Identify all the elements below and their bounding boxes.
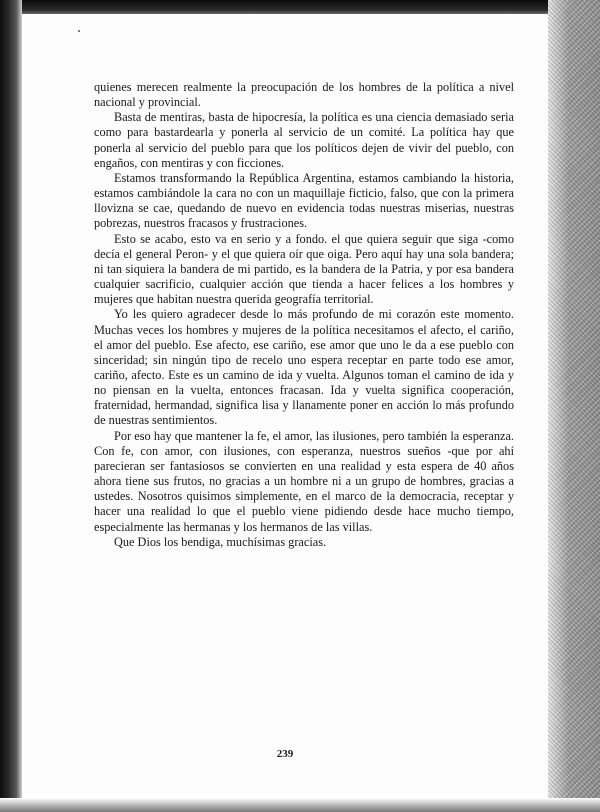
body-text (94, 80, 514, 550)
paragraph-5: Yo les quiero agradecer desde lo más profundo de mi corazón este momento. Muchas veces los hombres y mujeres de la política necesitamos el afecto, el cariño, el amor del pueblo. Ese afecto, ese cariño, ese amor que uno le da a ese pueblo con sinceridad; sin ningún tipo de recelo uno espera receptar en parte todo ese amor, cariño, afecto. Este es un camino de ida y vuelta. Algunos toman el camino de ida y no piensan en la vuelta, entonces fracasan. Ida y vuelta significa cooperación, fraternidad, hermandad, significa lisa y llanamente poner en acción lo más profundo de nuestras sentimientos. (94, 307, 514, 428)
paragraph-7: Que Dios los bendiga, muchísimas gracias. (114, 534, 327, 549)
book-page (22, 14, 548, 798)
paragraph-4: Esto se acabo, esto va en serio y a fondo. el que quiera seguir que siga -como decía el general Peron- y el que quiera oír que oiga. Pero aquí hay una sola bandera; ni tan siquiera la bandera de mi partido, es la bandera de la Patria, y por esa bandera cualquier sacrificio, cualquier acción que tienda a hacer felices a los hombres y mujeres que habitan nuestra querida geografía territorial. (94, 231, 514, 307)
paragraph-1: quienes merecen realmente la preocupación de los hombres de la política a nivel nacional y provincial. (94, 80, 514, 110)
scan-edge-top (0, 0, 600, 14)
scan-edge-bottom (0, 798, 600, 812)
paragraph-3: Estamos transformando la República Argentina, estamos cambiando la historia, estamos cambiándole la cara no con un maquillaje ficticio, falso, que con la primera llovizna se cae, quedando de nuevo en evidencia todas nuestras miserias, nuestras pobrezas, nuestros fracasos y frustraciones. (94, 170, 514, 231)
scan-speck (78, 30, 80, 32)
page-number: 239 (276, 748, 294, 760)
paragraph-6: Por eso hay que mantener la fe, el amor, las ilusiones, pero también la esperanza. Con fe, con amor, con ilusiones, con esperanza, nuestros sueños -que por ahí parecieran ser fantasiosos se convierten en una realidad y esta espera de 40 años ahora tiene sus frutos, no gracias a un hombre ni a un grupo de hombres, gracias a ustedes. Nosotros quisimos simplemente, en el marco de la democracia, receptar y hacer una realidad lo que el pueblo viene pidiendo desde hace mucho tiempo, especialmente las hermanas y los hermanos de las villas. (94, 428, 514, 534)
scan-edge-left (0, 0, 22, 812)
paragraph-2: Basta de mentiras, basta de hipocresía, la política es una ciencia demasiado seria como para bastardearla y ponerla al servicio de un comité. La política hay que ponerla al servicio del pueblo para que los políticos dejen de vivir del pueblo, con engaños, con mentiras y con ficciones. (94, 110, 514, 170)
scan-edge-right (548, 0, 600, 812)
